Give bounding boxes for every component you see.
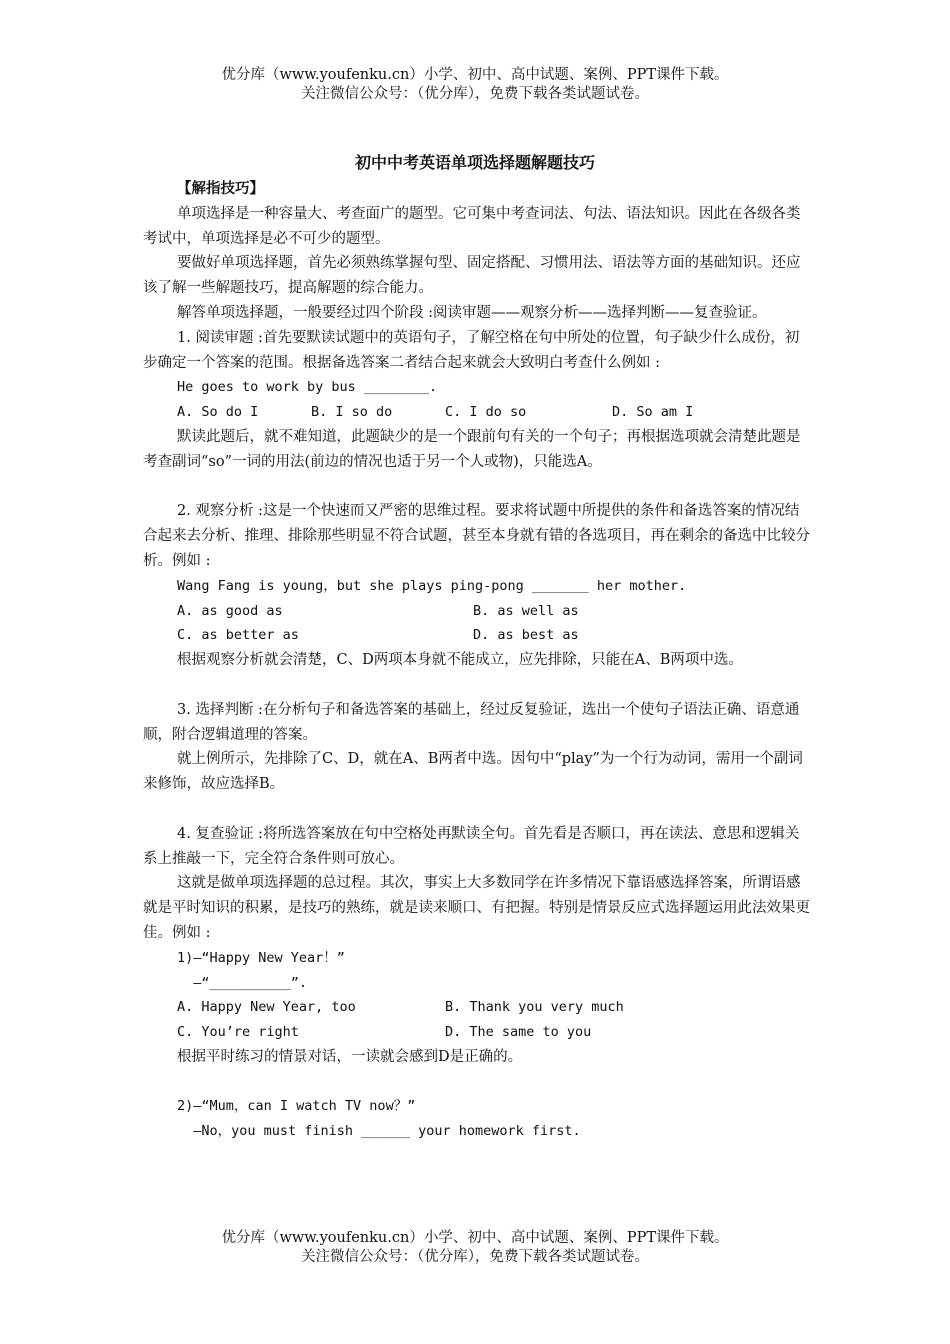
step-2-paragraph: 2. 观察分析 :这是一个快速而又严密的思维过程。要求将试题中所提供的条件和备选答案的情况结合起来去分析、推理、排除那些明显不符合试题，甚至本身就有错的各选项目，再在剩余的备选中比较分析。例如 : [143,503,810,569]
document-title: 初中中考英语单项选择题解题技巧 [354,153,595,172]
footer-line-2: 关注微信公众号：（优分库），免费下载各类试题试卷。 [301,1249,649,1265]
option-d: D. So am I [612,404,694,421]
page-header [0,66,950,104]
footer-line-1: 优分库（www.youfenku.cn）小学、初中、高中试题、案例、PPT课件下载。 [221,1230,729,1246]
example-1-options-row-1 [143,995,813,1020]
intro-paragraph-1: 单项选择是一种容量大、考查面广的题型。它可集中考查词法、句法、语法知识。因此在各级各类考试中，单项选择是必不可少的题型。 [143,205,801,247]
intro-paragraph-3: 解答单项选择题，一般要经过四个阶段 :阅读审题——观察分析——选择判断——复查验证。 [177,304,767,321]
spacer [143,1070,813,1095]
document-body [143,177,813,1144]
step-2-options-row-1 [143,599,813,624]
example-2-line-2: —No，you must finish ______ your homework first. [177,1123,581,1140]
step-3-explanation: 就上例所示，先排除了C、D，就在A、B两者中选。因句中“play”为一个行为动词，需用一个副词来修饰，故应选择B。 [143,751,803,793]
spacer [143,673,813,698]
option-c: C. I do so [445,404,527,421]
option-d: D. The same to you [445,1024,592,1041]
step-1-paragraph: 1. 阅读审题 :首先要默读试题中的英语句子，了解空格在句中所处的位置，句子缺少什么成份，初步确定一个答案的范围。根据备选答案二者结合起来就会大致明白考查什么例如 : [143,329,800,371]
step-1-question: He goes to work by bus ________. [177,379,438,396]
option-b: B. as well as [473,602,579,619]
example-1-options-row-2 [143,1020,813,1045]
step-2-options-row-2 [143,623,813,648]
option-a: A. So do I [177,404,259,421]
intro-paragraph-2: 要做好单项选择题，首先必须熟练掌握句型、固定搭配、习惯用法、语法等方面的基础知识。还应该了解一些解题技巧，提高解题的综合能力。 [143,255,801,297]
step-4-paragraph: 4. 复查验证 :将所选答案放在句中空格处再默读全句。首先看是否顺口，再在读法、意思和逻辑关系上推敲一下，完全符合条件则可放心。 [143,825,800,867]
example-1-line-1: 1)—“Happy New Year！” [177,949,345,966]
option-c: C. You’re right [177,1024,299,1041]
option-b: B. I so do [311,404,393,421]
option-c: C. as better as [177,627,299,644]
header-line-1: 优分库（www.youfenku.cn）小学、初中、高中试题、案例、PPT课件下载。 [221,67,729,83]
example-1-explanation: 根据平时练习的情景对话，一读就会感到D是正确的。 [177,1048,523,1065]
page-footer [0,1229,950,1267]
option-b: B. Thank you very much [445,999,624,1016]
step-3-paragraph: 3. 选择判断 :在分析句子和备选答案的基础上，经过反复验证，选出一个使句子语法正确、语意通顺，附合逻辑道理的答案。 [143,701,800,743]
section-heading: 【解指技巧】 [177,180,264,197]
example-2-line-1: 2)—“Mum，can I watch TV now？” [177,1098,416,1115]
spacer [143,797,813,822]
option-d: D. as best as [473,627,579,644]
example-1-line-2: —“__________”. [177,974,308,991]
step-1-explanation: 默读此题后，就不难知道，此题缺少的是一个跟前句有关的一个句子；再根据选项就会清楚此题是考查副词“so”一词的用法(前边的情况也适于另一个人或物)，只能选A。 [143,428,801,470]
step-2-question: Wang Fang is young，but she plays ping-pong _______ her mother. [177,577,687,594]
option-a: A. Happy New Year, too [177,999,356,1016]
step-4-more: 这就是做单项选择题的总过程。其次，事实上大多数同学在许多情况下靠语感选择答案，所谓语感就是平时知识的积累，是技巧的熟练，就是读来顺口、有把握。特别是情景反应式选择题运用此法效果更佳。例如 : [143,875,810,941]
header-line-2: 关注微信公众号：（优分库），免费下载各类试题试卷。 [301,86,649,102]
step-1-options [143,400,813,425]
step-2-explanation: 根据观察分析就会清楚，C、D两项本身就不能成立，应先排除，只能在A、B两项中选。 [177,652,743,669]
option-a: A. as good as [177,602,283,619]
spacer [143,475,813,500]
